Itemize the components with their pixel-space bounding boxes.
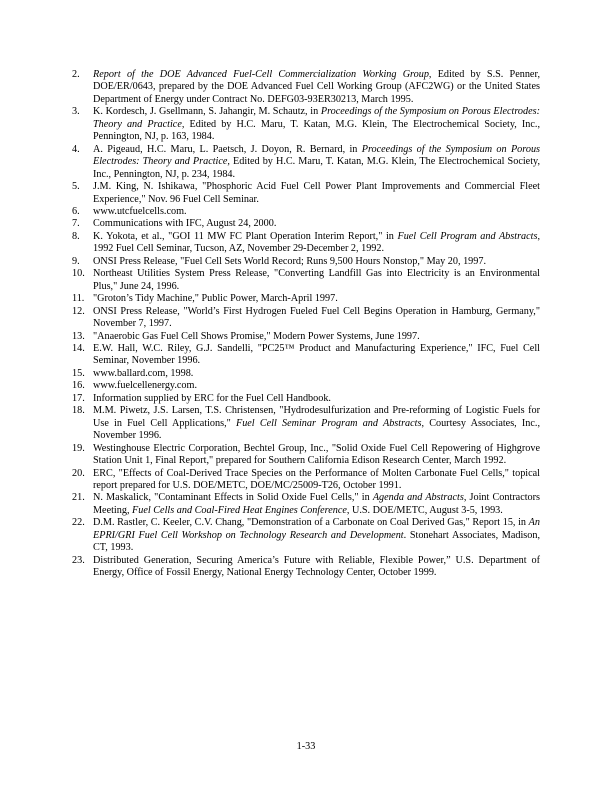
reference-number: 7. [72, 218, 80, 230]
reference-number: 4. [72, 143, 80, 155]
reference-number: 6. [72, 205, 80, 217]
reference-item [72, 405, 540, 442]
reference-number: 12. [72, 305, 85, 317]
reference-item [72, 555, 540, 580]
reference-number: 10. [72, 268, 85, 280]
reference-item [72, 492, 540, 517]
reference-item [72, 517, 540, 554]
reference-italic-title: Report of the DOE Advanced Fuel-Cell Commercialization Working Group [93, 69, 429, 80]
reference-item [72, 69, 540, 106]
reference-italic-title: An EPRI/GRI Fuel Cell Workshop on Technology Research and Development [93, 517, 540, 541]
reference-text: A. Pigeaud, H.C. Maru, L. Paetsch, J. Doyon, R. Bernard, in [93, 143, 362, 155]
reference-item [72, 306, 540, 331]
reference-number: 23. [72, 554, 85, 566]
reference-text: J.M. King, N. Ishikawa, "Phosphoric Acid Fuel Cell Power Plant Improvements and Commercial Fleet Experience," Nov. 96 Fuel Cell Seminar. [93, 181, 540, 205]
reference-item [72, 343, 540, 368]
reference-number: 17. [72, 392, 85, 404]
reference-number: 5. [72, 181, 80, 193]
reference-number: 18. [72, 405, 85, 417]
reference-item [72, 206, 540, 218]
reference-text: Edited by H.C. Maru, T. Katan, M.G. Klein, The Electrochemical Society, Inc., Pennington, NJ, p. 234, 1984. [93, 156, 541, 180]
reference-number: 21. [72, 492, 85, 504]
reference-list [72, 69, 540, 580]
reference-text: K. Yokota, et al., "GOI 11 MW FC Plant Operation Interim Report," in [93, 230, 398, 242]
reference-text: "Groton’s Tidy Machine," Public Power, March-April 1997. [93, 293, 338, 305]
reference-item [72, 231, 540, 256]
page-number: 1-33 [296, 741, 316, 752]
reference-text: D.M. Rastler, C. Keeler, C.V. Chang, "Demonstration of a Carbonate on Coal Derived Gas," Report 15, in [93, 517, 529, 529]
reference-item [72, 443, 540, 468]
reference-number: 16. [72, 380, 85, 392]
reference-item [72, 293, 540, 305]
reference-text: Distributed Generation, Securing America’s Future with Reliable, Flexible Power,” U.S. Department of Energy, Office of Fossil Energy, National Energy Technology Center, October 1999. [93, 554, 540, 579]
reference-item [72, 256, 540, 268]
reference-text: Westinghouse Electric Corporation, Bechtel Group, Inc., "Solid Oxide Fuel Cell Repowering of Highgrove Station Unit 1, Final Report," prepared for Southern California Edison Research Center, March 1992. [93, 442, 540, 467]
reference-number: 2. [72, 69, 80, 80]
reference-text: , Joint Contractors Meeting, [93, 492, 540, 516]
reference-text: www.ballard.com, 1998. [93, 367, 194, 379]
reference-item [72, 468, 540, 493]
reference-text: Edited by H.C. Maru, T. Katan, M.G. Klein, The Electrochemical Society, Inc., Pennington, NJ, p. 163, 1984. [93, 118, 541, 143]
reference-italic-title: Fuel Cell Seminar Program and Abstracts [235, 417, 422, 429]
reference-text: Communications with IFC, August 24, 2000. [93, 218, 277, 230]
reference-number: 22. [72, 517, 85, 529]
reference-italic-title: Proceedings of the Symposium on Porous Electrodes: Theory and Practice, [93, 106, 540, 130]
reference-text: , 1992 Fuel Cell Seminar, Tucson, AZ, November 29-December 2, 1992. [93, 230, 540, 255]
reference-item [72, 368, 540, 380]
reference-item [72, 393, 540, 405]
reference-text: , U.S. DOE/METC, August 3-5, 1993. [346, 504, 503, 516]
reference-item [72, 218, 540, 230]
reference-text: E.W. Hall, W.C. Riley, G.J. Sandelli, "PC25™ Product and Manufacturing Experience," IFC, Fuel Cell Seminar, November 1996. [93, 342, 540, 367]
reference-number: 8. [72, 230, 80, 242]
reference-italic-title: Proceedings of the Symposium on Porous Electrodes: Theory and Practice, [93, 143, 541, 168]
reference-number: 20. [72, 467, 85, 479]
reference-item [72, 331, 540, 343]
reference-text: , Edited by S.S. Penner, DOE/ER/0643, prepared by the DOE Advanced Fuel Cell Working Group (AFC2WG) or the United States Department of Energy under Contract No. DEFG03-93ER30213, March 1995. [93, 69, 540, 105]
reference-number: 3. [72, 106, 80, 118]
reference-text: "Anaerobic Gas Fuel Cell Shows Promise," Modern Power Systems, June 1997. [93, 330, 420, 342]
reference-number: 13. [72, 330, 85, 342]
reference-italic-title: Agenda and Abstracts [372, 492, 464, 504]
reference-item [72, 144, 540, 181]
reference-number: 14. [72, 342, 85, 354]
reference-italic-title: Fuel Cell Program and Abstracts [397, 230, 538, 242]
reference-text: N. Maskalick, "Contaminant Effects in Solid Oxide Fuel Cells," in [93, 492, 373, 504]
reference-item [72, 106, 540, 143]
reference-item [72, 181, 540, 206]
reference-text: , Courtesy Associates, Inc., November 1996. [93, 417, 540, 442]
reference-text: . Stonehart Associates, Madison, CT, 1993. [93, 529, 540, 554]
reference-text: ONSI Press Release, "Fuel Cell Sets World Record; Runs 9,500 Hours Nonstop," May 20, 1997. [93, 255, 486, 267]
reference-text: Northeast Utilities System Press Release, "Converting Landfill Gas into Electricity is an Environmental Plus," June 24, 1996. [93, 268, 540, 292]
reference-number: 9. [72, 255, 80, 267]
reference-text: Information supplied by ERC for the Fuel Cell Handbook. [93, 392, 331, 404]
reference-text: www.fuelcellenergy.com. [93, 380, 198, 392]
reference-text: ONSI Press Release, "World’s First Hydrogen Fueled Fuel Cell Begins Operation in Hamburg, Germany," November 7, 1997. [93, 305, 540, 330]
reference-number: 11. [72, 293, 85, 305]
reference-text: M.M. Piwetz, J.S. Larsen, T.S. Christensen, "Hydrodesulfurization and Pre-reforming of Logistic Fuels for Use in Fuel Cell Applications," [93, 405, 540, 429]
reference-text: K. Kordesch, J. Gsellmann, S. Jahangir, M. Schautz, in [93, 106, 321, 118]
reference-item [72, 268, 540, 293]
reference-item [72, 380, 540, 392]
reference-italic-title: Fuel Cells and Coal-Fired Heat Engines Conference [132, 504, 347, 516]
reference-number: 15. [72, 367, 85, 379]
reference-number: 19. [72, 442, 85, 454]
reference-text: www.utcfuelcells.com. [93, 205, 187, 217]
reference-text: ERC, "Effects of Coal-Derived Trace Species on the Performance of Molten Carbonate Fuel Cells," topical report prepared for U.S. DOE/METC, DOE/MC/25009-T26, October 1991. [93, 467, 540, 491]
